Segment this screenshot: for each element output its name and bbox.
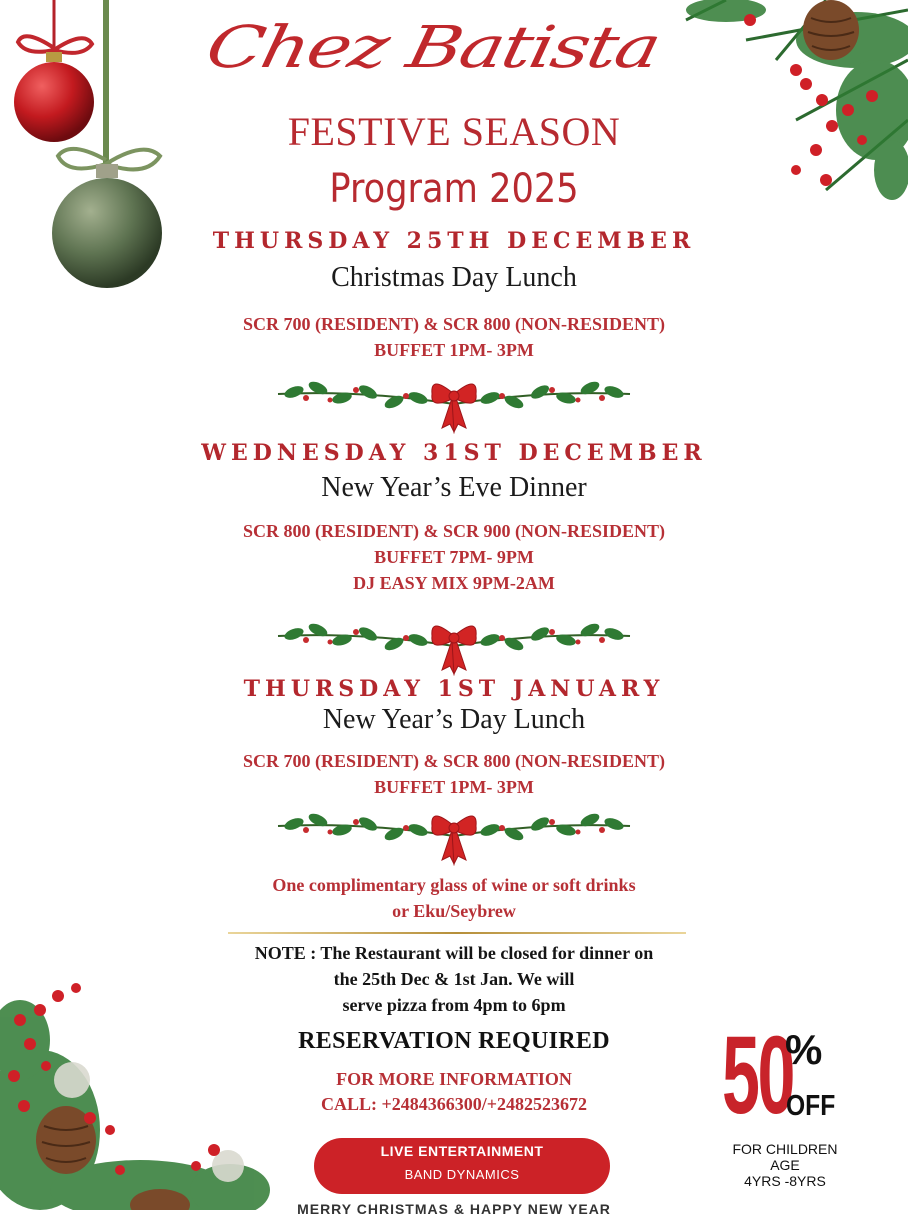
note-line: NOTE : The Restaurant will be closed for dinner on [254, 943, 654, 963]
festive-season-title: FESTIVE SEASON [287, 109, 621, 154]
event-day: WEDNESDAY 31ST DECEMBER [201, 440, 707, 466]
call-number[interactable]: CALL: +2484366300/+2482523672 [320, 1094, 588, 1114]
promo-percent: % [785, 1026, 823, 1073]
more-info-label: FOR MORE INFORMATION [336, 1069, 572, 1089]
live-entertainment-button[interactable] [314, 1138, 610, 1194]
event-detail: DJ EASY MIX 9PM-2AM [353, 573, 555, 593]
program-year-title: Program 2025 [329, 166, 579, 212]
event-day: THURSDAY 1ST JANUARY [243, 676, 665, 702]
event-name: New Year’s Day Lunch [322, 704, 586, 735]
event-detail: SCR 700 (RESIDENT) & SCR 800 (NON-RESIDENT) [242, 314, 666, 334]
bottom-greeting: MERRY CHRISTMAS & HAPPY NEW YEAR [297, 1201, 611, 1217]
event-detail: BUFFET 1PM- 3PM [374, 777, 534, 797]
complimentary-line: or Eku/Seybrew [392, 901, 516, 921]
event-detail: SCR 700 (RESIDENT) & SCR 800 (NON-RESIDENT) [242, 751, 666, 771]
note-line: serve pizza from 4pm to 6pm [342, 995, 566, 1015]
event-day: THURSDAY 25TH DECEMBER [212, 228, 696, 254]
event-detail: SCR 800 (RESIDENT) & SCR 900 (NON-RESIDENT) [242, 521, 666, 541]
holly-garland-divider [272, 370, 636, 434]
holly-garland-divider [272, 802, 636, 866]
promo-note [722, 1141, 848, 1189]
promo-off-label: OFF [786, 1090, 836, 1122]
brand-logo: Chez Batista [200, 14, 666, 82]
holly-garland-divider [272, 612, 636, 676]
band-name-label: BAND DYNAMICS [404, 1167, 520, 1182]
event-name: New Year’s Eve Dinner [321, 472, 587, 503]
event-detail: BUFFET 7PM- 9PM [374, 547, 534, 567]
event-detail: BUFFET 1PM- 3PM [374, 340, 534, 360]
promo-note-line: FOR CHILDREN AGE [732, 1141, 838, 1173]
live-entertainment-label: LIVE ENTERTAINMENT [380, 1143, 544, 1159]
event-name: Christmas Day Lunch [331, 262, 577, 293]
gold-divider [228, 932, 686, 934]
note-line: the 25th Dec & 1st Jan. We will [333, 969, 575, 989]
complimentary-line: One complimentary glass of wine or soft drinks [272, 875, 636, 895]
promo-number: 50 [722, 1014, 793, 1137]
promo-note-line: 4YRS -8YRS [744, 1173, 826, 1189]
reservation-title: RESERVATION REQUIRED [298, 1028, 610, 1054]
